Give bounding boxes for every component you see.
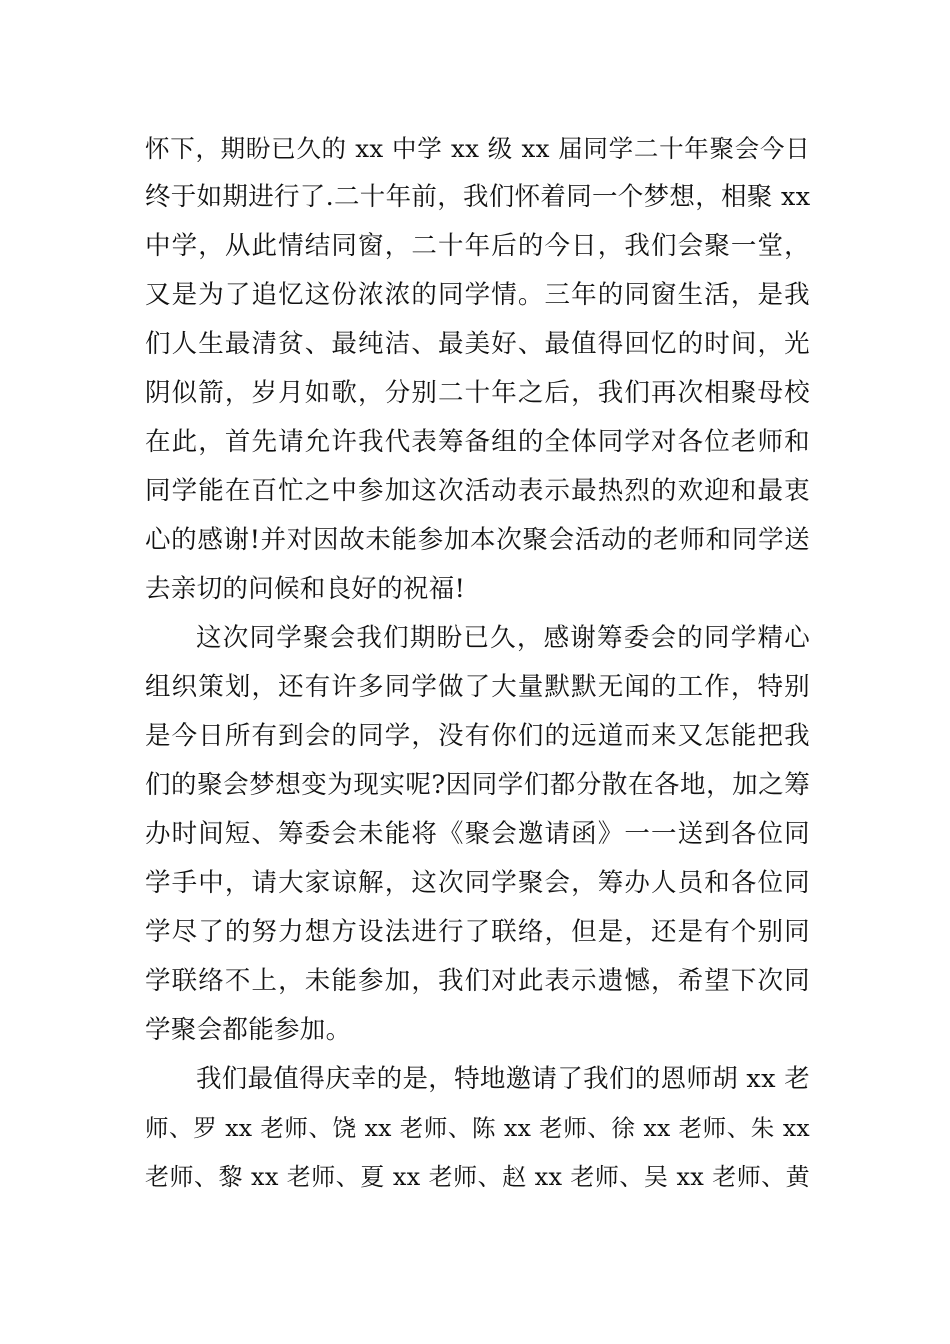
text-line: 办时间短、筹委会未能将《聚会邀请函》一一送到各位同	[145, 819, 810, 849]
text-line: 学尽了的努力想方设法进行了联络，但是，还是有个别同	[145, 917, 810, 947]
text-line: 又是为了追忆这份浓浓的同学情。三年的同窗生活，是我	[145, 280, 810, 310]
text-line: 们的聚会梦想变为现实呢?因同学们都分散在各地，加之筹	[145, 770, 810, 800]
text-line: 终于如期进行了.二十年前，我们怀着同一个梦想，相聚 xx	[145, 182, 811, 212]
paragraph-2	[145, 614, 810, 1055]
text-line: 中学，从此情结同窗，二十年后的今日，我们会聚一堂，	[145, 231, 810, 261]
text-line: 是今日所有到会的同学，没有你们的远道而来又怎能把我	[145, 721, 810, 751]
text-line: 组织策划，还有许多同学做了大量默默无闻的工作，特别	[145, 672, 810, 702]
text-line: 心的感谢!并对因故未能参加本次聚会活动的老师和同学送	[145, 525, 810, 555]
text-line: 阴似箭，岁月如歌，分别二十年之后，我们再次相聚母校	[145, 378, 810, 408]
text-line: 学聚会都能参加。	[145, 1015, 352, 1045]
text-line: 怀下，期盼已久的 xx 中学 xx 级 xx 届同学二十年聚会今日	[145, 134, 810, 163]
text-line: 我们最值得庆幸的是，特地邀请了我们的恩师胡 xx 老	[196, 1064, 810, 1094]
text-line: 学联络不上，未能参加，我们对此表示遗憾，希望下次同	[145, 966, 810, 996]
text-line: 学手中，请大家谅解，这次同学聚会，筹办人员和各位同	[145, 868, 810, 898]
text-line: 去亲切的问候和良好的祝福!	[145, 574, 466, 604]
text-line: 老师、黎 xx 老师、夏 xx 老师、赵 xx 老师、吴 xx 老师、黄	[145, 1163, 810, 1191]
text-line: 们人生最清贫、最纯洁、最美好、最值得回忆的时间，光	[145, 329, 810, 359]
paragraph-3	[145, 1055, 810, 1202]
text-line: 在此，首先请允许我代表筹备组的全体同学对各位老师和	[145, 427, 810, 457]
text-line: 这次同学聚会我们期盼已久，感谢筹委会的同学精心	[196, 623, 810, 653]
paragraph-1	[145, 124, 810, 614]
text-line: 师、罗 xx 老师、饶 xx 老师、陈 xx 老师、徐 xx 老师、朱 xx	[145, 1114, 810, 1142]
document-body	[145, 124, 810, 1202]
text-line: 同学能在百忙之中参加这次活动表示最热烈的欢迎和最衷	[145, 476, 810, 506]
